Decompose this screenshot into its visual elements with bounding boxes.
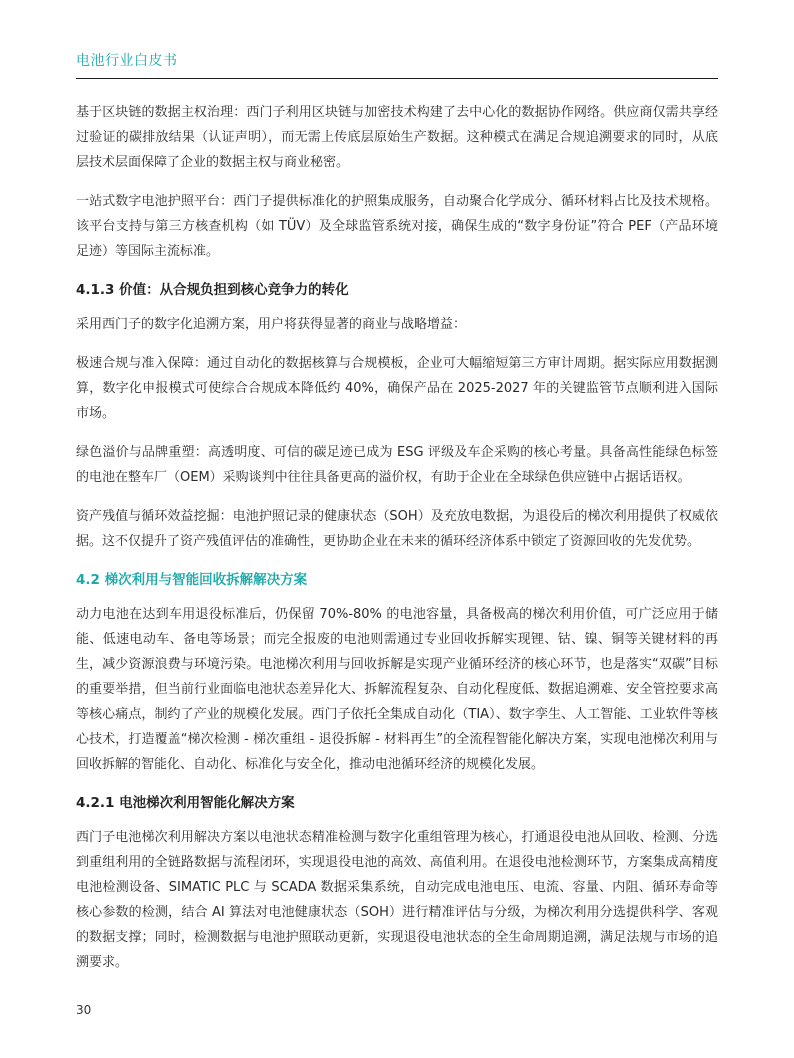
paragraph-cascade-utilization-intro: 动力电池在达到车用退役标准后，仍保留 70%-80% 的电池容量，具备极高的梯次利用价值，可广泛应用于储能、低速电动车、备电等场景；而完全报废的电池则需通过专业回收拆解实现锂、钴、镍、铜等关键材料的再生，减少资源浪费与环境污染。电池梯次利用与回收拆解是实现产业循环经济的核心环节，也是落实“双碳”目标的重要举措，但当前行业面临电池状态差异化大、拆解流程复杂、自动化程度低、数据追溯难、安全管控要求高等核心痛点，制约了产业的规模化发展。西门子依托全集成自动化（TIA）、数字孪生、人工智能、工业软件等核心技术，打造覆盖“梯次检测 - 梯次重组 - 退役拆解 - 材料再生”的全流程智能化解决方案，实现电池梯次利用与回收拆解的智能化、自动化、标准化与安全化，推动电池循环经济的规模化发展。: [76, 607, 718, 772]
heading-4-2: 4.2 梯次利用与智能回收拆解解决方案: [76, 572, 308, 588]
paragraph-value-intro: 采用西门子的数字化追溯方案，用户将获得显著的商业与战略增益：: [76, 317, 467, 332]
paragraph-blockchain-governance: 基于区块链的数据主权治理：西门子利用区块链与加密技术构建了去中心化的数据协作网络。供应商仅需共享经过验证的碳排放结果（认证声明），而无需上传底层原始生产数据。这种模式在满足合规追溯要求的同时，从底层技术层面保障了企业的数据主权与商业秘密。: [76, 105, 718, 170]
header-divider: [76, 78, 718, 79]
heading-4-2-1: 4.2.1 电池梯次利用智能化解决方案: [76, 795, 295, 811]
page-number: 30: [76, 1003, 92, 1017]
paragraph-cascade-solution: 西门子电池梯次利用解决方案以电池状态精准检测与数字化重组管理为核心，打通退役电池从回收、检测、分选到重组利用的全链路数据与流程闭环，实现退役电池的高效、高值利用。在退役电池检测环节，方案集成高精度电池检测设备、SIMATIC PLC 与 SCADA 数据采集系统，自动完成电池电压、电流、容量、内阻、循环寿命等核心参数的检测，结合 AI 算法对电池健康状态（SOH）进行精准评估与分级，为梯次利用分选提供科学、客观的数据支撑；同时，检测数据与电池护照联动更新，实现退役电池状态的全生命周期追溯，满足法规与市场的追溯要求。: [76, 830, 718, 970]
paragraph-compliance: 极速合规与准入保障：通过自动化的数据核算与合规模板，企业可大幅缩短第三方审计周期。据实际应用数据测算，数字化申报模式可使综合合规成本降低约 40%，确保产品在 2025-2027 年的关键监管节点顺利进入国际市场。: [76, 356, 718, 421]
document-header-title: 电池行业白皮书: [76, 53, 178, 69]
page-body: [76, 100, 718, 989]
paragraph-battery-passport-platform: 一站式数字电池护照平台：西门子提供标准化的护照集成服务，自动聚合化学成分、循环材料占比及技术规格。该平台支持与第三方核查机构（如 TÜV）及全球监管系统对接，确保生成的“数字身份证”符合 PEF（产品环境足迹）等国际主流标准。: [76, 194, 718, 259]
paragraph-green-premium: 绿色溢价与品牌重塑：高透明度、可信的碳足迹已成为 ESG 评级及车企采购的核心考量。具备高性能绿色标签的电池在整车厂（OEM）采购谈判中往往具备更高的溢价权，有助于企业在全球绿色供应链中占据话语权。: [76, 445, 718, 485]
heading-4-1-3: 4.1.3 价值：从合规负担到核心竞争力的转化: [76, 282, 349, 298]
paragraph-residual-value: 资产残值与循环效益挖掘：电池护照记录的健康状态（SOH）及充放电数据，为退役后的梯次利用提供了权威依据。这不仅提升了资产残值评估的准确性，更协助企业在未来的循环经济体系中锁定了资源回收的先发优势。: [76, 509, 718, 549]
